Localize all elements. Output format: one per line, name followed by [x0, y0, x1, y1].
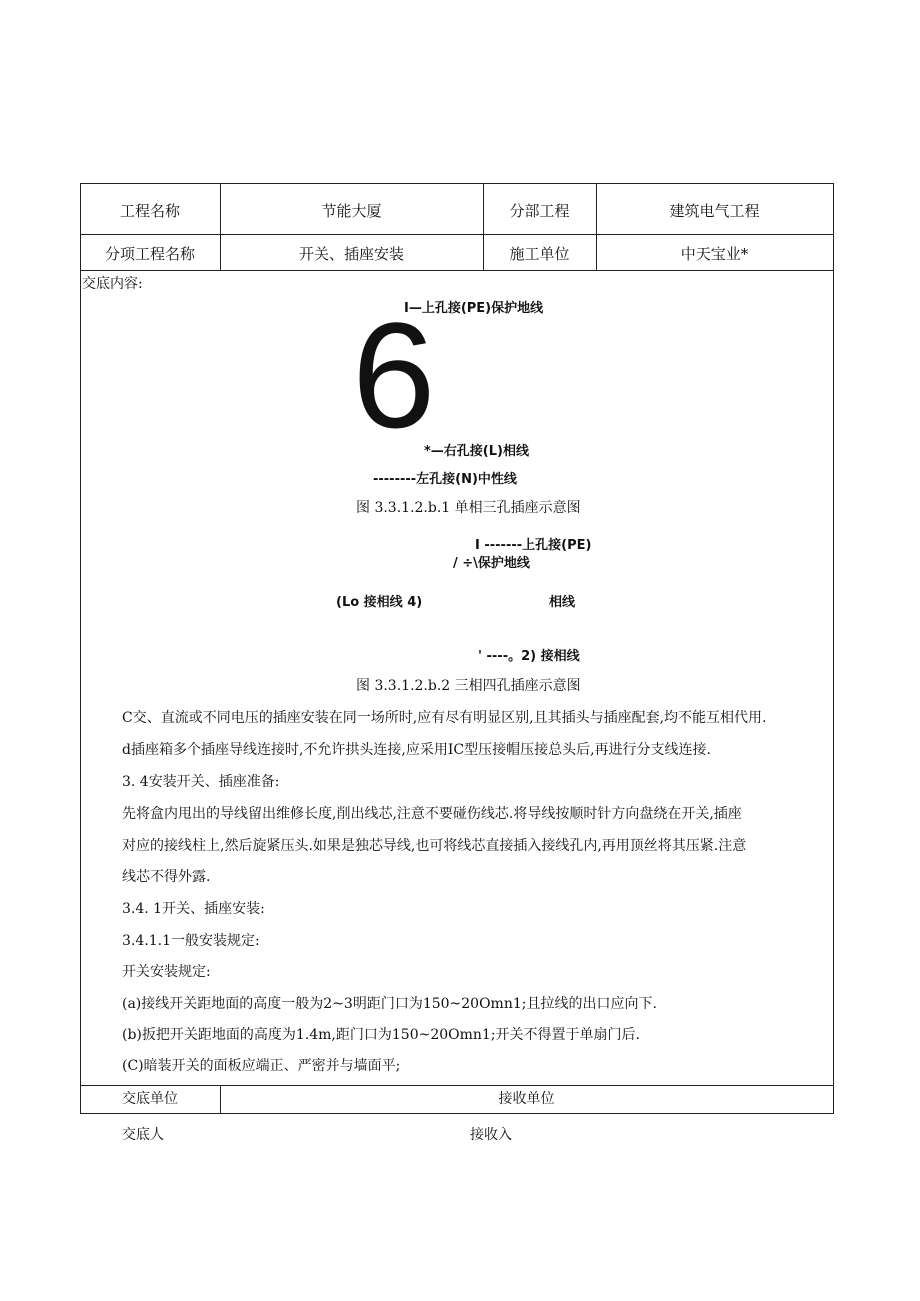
table-row1-bottom-border [80, 234, 834, 235]
subitem-value: 开关、插座安装 [298, 245, 404, 263]
paragraph-2: d插座箱多个插座导线连接时,不允许拱头连接,应采用IC型压接帽压接总头后,再进行分支线连接. [122, 742, 712, 758]
table-left-border [80, 183, 81, 1114]
paragraph-4: 先将盒内甩出的导线留出维修长度,削出线芯,注意不要碰伤线芯.将导线按顺时针方向盘绕在开关,插座 [122, 806, 742, 822]
contractor-value: 中天宝业* [680, 245, 749, 263]
paragraph-11: (b)扳把开关距地面的高度为1.4m,距门口为150~20Omn1;开关不得置于单扇门后. [122, 1027, 640, 1043]
paragraph-7: 3.4. 1开关、插座安装: [122, 901, 265, 917]
table-row2-bottom-border [80, 270, 834, 271]
paragraph-6: 线芯不得外露. [122, 869, 211, 885]
figure2-caption: 图 3.3.1.2.b.2 三相四孔插座示意图 [356, 678, 581, 694]
paragraph-12: (C)暗装开关的面板应端正、严密并与墙面平; [122, 1058, 401, 1074]
table-right-border [833, 183, 834, 1114]
figure2-left-label: (Lo 接相线 4) [336, 595, 423, 610]
paragraph-1: C交、直流或不同电压的插座安装在同一场所时,应有尽有明显区别,且其插头与插座配套,均不能互相代用. [122, 710, 767, 726]
table-top-border [80, 183, 834, 184]
figure1-big-numeral: 6 [352, 291, 436, 459]
paragraph-10: (a)接线开关距地面的高度一般为2~3明距门口为150~20Omn1;且拉线的出口应向下. [122, 996, 657, 1012]
contractor-label: 施工单位 [509, 245, 570, 263]
figure1-top-label: I—上孔接(PE)保护地线 [404, 301, 544, 316]
paragraph-5: 对应的接线柱上,然后旋紧压头.如果是独芯导线,也可将线芯直接插入接线孔内,再用顶丝将其压紧.注意 [122, 838, 747, 854]
figure1-caption: 图 3.3.1.2.b.1 单相三孔插座示意图 [356, 500, 581, 516]
figure2-top-label: I -------上孔接(PE) [475, 538, 592, 553]
footer-bottom-border [80, 1113, 834, 1114]
figure2-top-label-2: / ÷\保护地线 [453, 556, 530, 571]
project-name-label: 工程名称 [119, 202, 180, 220]
content-label: 交底内容: [82, 276, 143, 292]
figure1-left-label: --------左孔接(N)中性线 [373, 472, 517, 487]
footer-top-border [80, 1085, 834, 1086]
subitem-label: 分项工程名称 [104, 245, 195, 263]
figure2-right-label: 相线 [549, 595, 576, 610]
project-name-value: 节能大厦 [321, 202, 382, 220]
paragraph-3: 3. 4安装开关、插座准备: [122, 774, 280, 790]
paragraph-9: 开关安装规定: [122, 964, 211, 980]
handover-unit-label: 交底单位 [122, 1091, 178, 1107]
handover-person-label: 交底人 [122, 1127, 164, 1143]
division-value: 建筑电气工程 [669, 202, 760, 220]
figure2-bottom-label: ' ----。2) 接相线 [478, 649, 580, 664]
receiving-unit-label: 接收单位 [498, 1091, 555, 1107]
receiver-label: 接收入 [470, 1127, 512, 1143]
paragraph-8: 3.4.1.1一般安装规定: [122, 933, 260, 949]
division-label: 分部工程 [509, 202, 570, 220]
figure1-right-label: *—右孔接(L)相线 [424, 444, 529, 459]
